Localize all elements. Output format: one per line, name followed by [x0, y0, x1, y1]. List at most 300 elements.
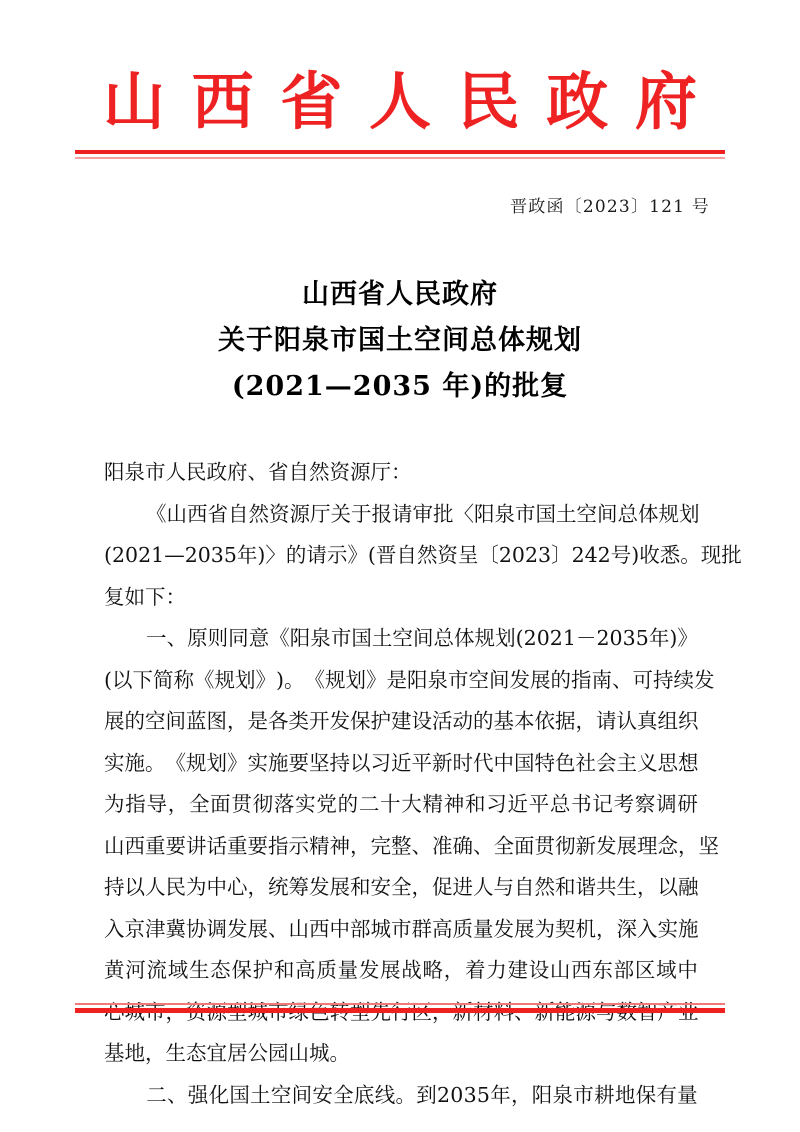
body-char: 安	[370, 875, 391, 899]
body-char: 国	[535, 501, 556, 526]
body-char: 力	[486, 958, 507, 982]
body-char: 阳	[289, 626, 311, 650]
body-char: 坚	[309, 750, 330, 775]
body-char: 时	[452, 750, 473, 775]
body-char: 展	[329, 875, 350, 899]
body-char: 空	[145, 709, 166, 733]
body-char: 请	[392, 501, 413, 526]
body-char: 土	[371, 626, 393, 650]
body-char: 展	[380, 958, 401, 982]
body-char: 念	[657, 833, 678, 858]
body-char: 促	[432, 875, 453, 899]
body-line: 基地，生态宜居公园山城。	[104, 1041, 350, 1065]
body-char: 神	[329, 833, 350, 858]
body-char: 山	[104, 833, 125, 858]
body-char: 安	[312, 1082, 333, 1107]
body-char: 义	[637, 750, 658, 775]
body-char: 1	[562, 626, 576, 650]
body-char: 发	[309, 875, 330, 899]
body-char: 0	[450, 1082, 464, 1107]
body-char: 准	[432, 833, 453, 858]
body-char: 自	[514, 875, 535, 899]
body-char: 域	[656, 958, 677, 982]
body-char: 土	[556, 501, 577, 526]
body-char: 量	[677, 1082, 698, 1107]
body-char: 《	[194, 667, 215, 692]
body-line	[104, 784, 698, 826]
body-char: 简	[153, 667, 174, 692]
body-char: 保	[231, 958, 252, 982]
body-char: 和	[350, 875, 371, 899]
body-char: 真	[637, 709, 658, 733]
body-char: 的	[124, 709, 145, 733]
body-char: 彻	[555, 833, 576, 858]
body-char: 、	[473, 833, 494, 858]
body-char: 色	[555, 750, 576, 775]
body-char: 坚	[698, 833, 719, 858]
body-char: )	[257, 543, 266, 567]
body-char: 思	[657, 750, 678, 775]
body-char: 间	[489, 667, 510, 692]
body-char: 主	[616, 750, 637, 775]
body-char: 审	[412, 501, 433, 526]
body-char: 完	[370, 833, 391, 858]
body-char: 2	[596, 626, 610, 650]
body-char: 重	[227, 833, 248, 858]
body-char: 体	[454, 626, 475, 650]
body-char: 自	[228, 501, 249, 526]
body-char: 面	[514, 833, 535, 858]
body-char: 以	[112, 667, 133, 692]
body-char: 呈	[457, 543, 479, 567]
body-char: 部	[350, 916, 371, 941]
body-char: 3	[622, 626, 636, 650]
body-char: (	[104, 543, 112, 567]
body-char: 调	[656, 792, 677, 816]
body-char: 原	[187, 626, 208, 650]
body-char: 保	[635, 1082, 657, 1107]
body-char: 展	[247, 916, 268, 941]
body-char: 地	[614, 1082, 636, 1107]
body-char: 请	[306, 543, 327, 567]
body-char: 习	[486, 792, 507, 816]
body-char: 和	[464, 792, 486, 816]
body-char: 部	[613, 958, 635, 982]
body-char: ，	[511, 1082, 532, 1107]
body-char: 》	[255, 667, 276, 692]
body-char: 总	[617, 501, 638, 526]
body-char: 2	[138, 543, 152, 567]
body-char: 新	[575, 833, 596, 858]
body-line	[104, 535, 742, 577]
body-char: 年	[490, 1082, 511, 1107]
body-char: ，	[678, 833, 699, 858]
title-line-3: (2021—2035 年)的批复	[231, 371, 569, 402]
title-line-1: 山西省人民政府	[302, 279, 498, 310]
body-char: 一	[146, 626, 167, 650]
body-char: 划	[206, 750, 227, 775]
body-char: 、	[268, 916, 289, 941]
body-char: 生	[188, 958, 210, 982]
body-char: 厅	[310, 501, 331, 526]
body-char: 2	[498, 543, 512, 567]
body-char: 全	[391, 875, 412, 899]
body-char: 化	[208, 1082, 230, 1107]
body-char: 研	[677, 792, 698, 816]
body-char: 质	[316, 958, 337, 982]
body-char: 2	[524, 543, 539, 567]
body-char: 阳	[474, 501, 495, 526]
body-char: 2	[549, 626, 563, 650]
body-char: 市	[448, 667, 469, 692]
body-char: 划	[495, 626, 516, 650]
body-char: 进	[452, 875, 473, 899]
body-char: 展	[530, 667, 551, 692]
body-char: 指	[268, 833, 289, 858]
body-char: 线	[374, 1082, 396, 1107]
body-char: 。	[395, 1082, 416, 1107]
body-char: 是	[247, 709, 268, 733]
body-char: 有	[656, 1082, 677, 1107]
body-char: 设	[528, 958, 550, 982]
body-char: 认	[616, 709, 637, 733]
body-char: 大	[401, 792, 422, 816]
body-char: ，	[443, 958, 465, 982]
body-char: 0	[197, 543, 211, 567]
header-rule	[75, 150, 725, 159]
body-char: 落	[273, 792, 295, 816]
body-char: 》	[347, 543, 368, 567]
body-char: 体	[638, 501, 659, 526]
body-char: 市	[391, 916, 412, 941]
body-char: 党	[316, 792, 337, 816]
body-char: 《	[146, 501, 167, 526]
body-char: 重	[145, 833, 166, 858]
body-char: 发	[596, 833, 617, 858]
body-char: 全	[188, 792, 210, 816]
body-char: 山	[288, 916, 309, 941]
body-char: 划	[679, 501, 700, 526]
body-char: 平	[528, 792, 550, 816]
body-char: )	[669, 626, 678, 650]
body-char: 全	[333, 1082, 354, 1107]
body-char: 下	[132, 667, 153, 692]
body-char: 则	[207, 626, 229, 650]
body-char: 号	[610, 543, 632, 567]
body-char: 面	[210, 792, 231, 816]
body-char: 书	[571, 792, 592, 816]
body-char: 量	[337, 958, 359, 982]
body-line	[104, 950, 698, 992]
body-char: 市	[330, 626, 352, 650]
body-char: 规	[325, 667, 346, 692]
body-char: 西	[571, 958, 592, 982]
body-char: 的	[550, 667, 571, 692]
document-number: 晋政函〔2023〕121 号	[510, 197, 710, 217]
body-char: 空	[392, 626, 413, 650]
body-char: 3	[463, 1082, 477, 1107]
body-char: 统	[268, 875, 289, 899]
body-char: 年	[236, 543, 258, 567]
body-char: 要	[247, 833, 268, 858]
body-char: 3	[538, 543, 552, 567]
body-char: —	[164, 543, 185, 567]
line-indent	[104, 1075, 146, 1117]
body-char: 、	[411, 833, 432, 858]
body-char: 发	[358, 958, 380, 982]
body-char: 资	[437, 543, 458, 567]
body-char: 图	[206, 709, 227, 733]
body-char: 悉	[659, 543, 681, 567]
body-char: 《	[165, 750, 186, 775]
body-char: 各	[268, 709, 289, 733]
body-char: 0	[125, 543, 139, 567]
body-char: 间	[597, 501, 618, 526]
body-char: 质	[452, 916, 473, 941]
body-char: 2	[436, 1082, 451, 1107]
body-char: 底	[353, 1082, 375, 1107]
body-char: 机	[575, 916, 596, 941]
body-char: 年	[648, 626, 670, 650]
body-char: 依	[534, 709, 555, 733]
body-char: 》	[227, 750, 248, 775]
body-char: 社	[575, 750, 596, 775]
body-char: 群	[411, 916, 432, 941]
body-char: 报	[371, 501, 392, 526]
body-char: 2	[112, 543, 126, 567]
body-char: 导	[146, 792, 167, 816]
body-char: 意	[248, 626, 270, 650]
body-char: 1	[151, 543, 165, 567]
body-char: 于	[351, 501, 372, 526]
body-char: 国	[351, 626, 372, 650]
body-char: 源	[289, 501, 310, 526]
body-char: 的	[285, 543, 307, 567]
body-char: 耕	[594, 1082, 615, 1107]
body-char: 5	[635, 626, 649, 650]
masthead-char: 省	[280, 65, 343, 138]
body-char: 5	[223, 543, 237, 567]
body-char: 的	[473, 709, 494, 733]
body-char: 精	[422, 792, 444, 816]
body-char: 神	[443, 792, 465, 816]
body-char: 生	[616, 875, 637, 899]
body-char: 二	[358, 792, 380, 816]
body-char: 西	[309, 916, 330, 941]
body-char: 0	[609, 626, 623, 650]
body-char: 规	[474, 626, 496, 650]
body-char: 人	[145, 875, 166, 899]
body-char: 5	[476, 1082, 490, 1107]
body-line	[104, 494, 698, 536]
body-char: 称	[173, 667, 194, 692]
body-char: 谐	[575, 875, 596, 899]
body-char: 会	[596, 750, 617, 775]
body-char: 》	[677, 626, 698, 650]
body-char: 为	[104, 792, 125, 816]
body-char: 指	[571, 667, 592, 692]
body-char: ，	[350, 833, 371, 858]
body-char: 记	[592, 792, 613, 816]
body-char: 关	[330, 501, 351, 526]
body-char: 国	[514, 750, 535, 775]
body-char: 和	[273, 958, 295, 982]
body-char: 津	[145, 916, 166, 941]
body-char: 山	[549, 958, 571, 982]
body-char: 批	[721, 543, 742, 567]
body-char: 彻	[252, 792, 274, 816]
body-char: 话	[206, 833, 227, 858]
body-char: 间	[165, 709, 186, 733]
body-line	[104, 1075, 698, 1117]
body-char: 基	[493, 709, 514, 733]
body-char: 贯	[231, 792, 252, 816]
body-char: (	[367, 543, 376, 567]
body-char: 施	[678, 916, 699, 941]
body-char: 理	[637, 833, 658, 858]
body-line	[104, 909, 698, 951]
body-char: ，	[575, 709, 596, 733]
body-char: 的	[337, 792, 359, 816]
body-char: 2	[523, 626, 537, 650]
body-char: 发	[493, 916, 514, 941]
body-char: 资	[269, 501, 290, 526]
body-char: 、	[167, 1082, 188, 1107]
body-char: 实	[104, 750, 125, 775]
body-char: 阳	[407, 667, 428, 692]
body-char: 国	[229, 1082, 250, 1107]
body-char: 指	[125, 792, 146, 816]
body-char: 〈	[453, 501, 474, 526]
body-char: 西	[187, 501, 208, 526]
body-char: 贯	[534, 833, 555, 858]
body-char: 筹	[288, 875, 309, 899]
body-char: 南	[591, 667, 612, 692]
document-title	[0, 272, 800, 410]
body-char: 实	[247, 750, 268, 775]
body-char: 规	[214, 667, 235, 692]
body-char: 深	[616, 916, 637, 941]
body-char: 阳	[531, 1082, 553, 1107]
body-char: 以	[124, 875, 145, 899]
body-char: 开	[309, 709, 330, 733]
body-char: 晋	[375, 543, 397, 567]
body-char: 着	[464, 958, 486, 982]
body-char: 展	[616, 833, 637, 858]
body-line	[104, 826, 719, 868]
body-char: )	[631, 543, 640, 567]
body-char: 建	[507, 958, 528, 982]
masthead-char: 府	[634, 65, 697, 138]
body-char: 自	[396, 543, 417, 567]
masthead-char: 政	[546, 65, 609, 138]
masthead-title	[75, 62, 725, 142]
body-line	[104, 867, 698, 909]
body-char: 察	[634, 792, 656, 816]
body-char: ，	[227, 709, 248, 733]
body-char: 《	[304, 667, 325, 692]
body-line	[104, 618, 698, 660]
body-char: 态	[210, 958, 231, 982]
body-char: 城	[370, 916, 391, 941]
body-char: 〔	[478, 543, 499, 567]
title-line-2: 关于阳泉市国土空间总体规划	[218, 325, 582, 356]
body-char: )	[276, 667, 284, 692]
body-char: －	[575, 626, 597, 650]
line-indent	[104, 494, 146, 536]
body-char: 考	[613, 792, 635, 816]
body-char: 总	[433, 626, 454, 650]
body-char: ，	[247, 875, 268, 899]
body-char: 共	[596, 875, 617, 899]
body-char: 是	[386, 667, 407, 692]
body-char: 空	[270, 1082, 292, 1107]
body-char: 京	[124, 916, 145, 941]
body-char: 同	[228, 626, 249, 650]
body-char: 、	[612, 667, 633, 692]
body-char: 实	[657, 916, 678, 941]
body-char: 泉	[494, 501, 515, 526]
body-char: 蓝	[186, 709, 207, 733]
body-char: 间	[291, 1082, 313, 1107]
body-char: 续	[673, 667, 694, 692]
body-char: 2	[184, 543, 198, 567]
body-char: 《	[269, 626, 290, 650]
body-char: 全	[493, 833, 514, 858]
body-char: (	[515, 626, 524, 650]
body-char: 0	[511, 543, 525, 567]
body-char: 特	[534, 750, 555, 775]
body-char: 战	[401, 958, 422, 982]
body-char: 》	[366, 667, 387, 692]
body-char: 织	[678, 709, 699, 733]
body-char: 发	[694, 667, 715, 692]
body-char: 然	[534, 875, 555, 899]
body-char: 要	[165, 833, 186, 858]
body-char: 平	[411, 750, 432, 775]
body-char: 中	[329, 916, 350, 941]
body-char: 划	[235, 667, 256, 692]
body-char: 市	[573, 1082, 594, 1107]
body-char: 类	[288, 709, 309, 733]
body-char: 调	[206, 916, 227, 941]
body-char: 为	[534, 916, 555, 941]
body-line	[104, 701, 698, 743]
body-char: 想	[678, 750, 699, 775]
body-char: 3	[210, 543, 224, 567]
body-char: 示	[326, 543, 348, 567]
body-char: 省	[207, 501, 228, 526]
body-char: 近	[391, 750, 412, 775]
body-char: 可	[632, 667, 653, 692]
body-char: 河	[125, 958, 146, 982]
body-char: 活	[432, 709, 453, 733]
body-char: 近	[507, 792, 528, 816]
body-char: 持	[653, 667, 674, 692]
body-char: 组	[657, 709, 678, 733]
body-char: 中	[677, 958, 698, 982]
body-char: 区	[634, 958, 656, 982]
footer-rule	[75, 1003, 725, 1013]
body-char: 批	[433, 501, 454, 526]
body-char: 现	[700, 543, 722, 567]
body-char: 心	[227, 875, 248, 899]
body-char: 、	[166, 626, 188, 650]
body-char: 整	[391, 833, 412, 858]
body-paragraph-lines	[104, 494, 742, 1117]
body-char: 收	[639, 543, 660, 567]
body-char: 2	[571, 543, 585, 567]
